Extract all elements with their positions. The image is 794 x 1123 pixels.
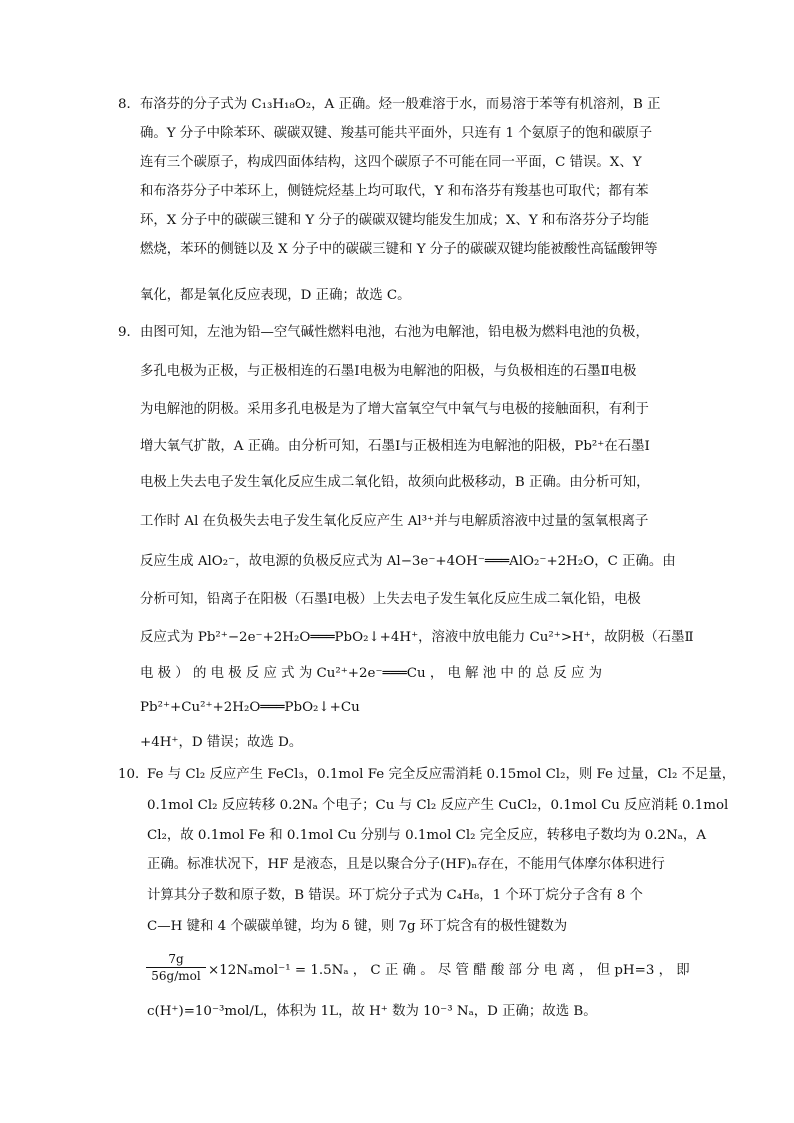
- q9-line-9: 反应式为 Pb²⁺−2e⁻+2H₂O═══PbO₂↓+4H⁺，溶液中放电能力 Cu²⁺>H⁺，故阴极（石墨Ⅱ: [140, 630, 694, 645]
- q10-line-8: c(H⁺)=10⁻³mol/L，体积为 1L，故 H⁺ 数为 10⁻³ Nₐ，D 正确；故选 B。: [147, 1004, 597, 1019]
- q9-line-5: 电极上失去电子发生氧化反应生成二氧化铅，故须向此极移动，B 正确。由分析可知，: [140, 475, 650, 490]
- q10-line-7: ×12Nₐmol⁻¹ = 1.5Nₐ ， C 正 确 。 尽 管 醋 酸 部 分 电 离 ， 但 pH=3 ， 即: [208, 963, 690, 978]
- q9-line-6: 工作时 Al 在负极失去电子发生氧化反应产生 Al³⁺并与电解质溶液中过量的氢氧根离子: [140, 514, 649, 529]
- q8-line-7: 氧化，都是氧化反应表现，D 正确；故选 C。: [140, 288, 411, 303]
- fraction-7g-per-56: [146, 952, 206, 983]
- q8-line-6: 燃烧，苯环的侧链以及 X 分子中的碳碳三键和 Y 分子的碳碳双键均能被酸性高锰酸钾等: [140, 242, 658, 257]
- q10-line-2: 0.1mol Cl₂ 反应转移 0.2Nₐ 个电子；Cu 与 Cl₂ 反应产生 CuCl₂，0.1mol Cu 反应消耗 0.1mol: [147, 798, 729, 813]
- q10-line-1: Fe 与 Cl₂ 反应产生 FeCl₃，0.1mol Fe 完全反应需消耗 0.15mol Cl₂，则 Fe 过量，Cl₂ 不足量，: [147, 767, 736, 782]
- q9-line-3: 为电解池的阴极。采用多孔电极是为了增大富氧空气中氧气与电极的接触面积，有利于: [140, 402, 649, 417]
- q10-line-3: Cl₂，故 0.1mol Fe 和 0.1mol Cu 分别与 0.1mol Cl₂ 完全反应，转移电子数均为 0.2Nₐ，A: [147, 828, 706, 843]
- fraction-numerator: 7g: [168, 952, 184, 966]
- q10-number: 10．: [118, 767, 149, 782]
- q10-line-6: C—H 键和 4 个碳碳单键，均为 δ 键，则 7g 环丁烷含有的极性键数为: [147, 919, 568, 934]
- q9-line-8: 分析可知，铅离子在阳极（石墨Ⅰ电极）上失去电子发生氧化反应生成二氧化铅，电极: [140, 592, 641, 607]
- q9-line-12: +4H⁺，D 错误；故选 D。: [140, 735, 303, 750]
- q8-line-2: 确。Y 分子中除苯环、碳碳双键、羧基可能共平面外，只连有 1 个氨原子的饱和碳原子: [140, 126, 653, 141]
- q9-line-11: Pb²⁺+Cu²⁺+2H₂O═══PbO₂↓+Cu: [140, 700, 360, 715]
- fraction-bar: [146, 967, 206, 968]
- q9-line-7: 反应生成 AlO₂⁻，故电源的负极反应式为 Al−3e⁻+4OH⁻═══AlO₂⁻+2H₂O，C 正确。由: [140, 554, 676, 569]
- q10-line-5: 计算其分子数和原子数，B 错误。环丁烷分子式为 C₄H₈，1 个环丁烷分子含有 8 个: [147, 888, 643, 903]
- q10-line-4: 正确。标准状况下，HF 是液态，且是以聚合分子(HF)ₙ存在，不能用气体摩尔体积进行: [147, 857, 665, 872]
- q8-line-4: 和布洛芬分子中苯环上，侧链烷烃基上均可取代，Y 和布洛芬有羧基也可取代；都有苯: [140, 184, 649, 199]
- q8-line-5: 环，X 分子中的碳碳三键和 Y 分子的碳碳双键均能发生加成；X、Y 和布洛芬分子均能: [140, 213, 650, 228]
- fraction-denominator: 56g/mol: [151, 969, 201, 983]
- q9-line-10: 电 极 ） 的 电 极 反 应 式 为 Cu²⁺+2e⁻═══Cu ， 电 解 池 中 的 总 反 应 为: [140, 666, 603, 681]
- q8-line-1: 布洛芬的分子式为 C₁₃H₁₈O₂，A 正确。烃一般难溶于水，而易溶于苯等有机溶剂，B 正: [140, 97, 661, 112]
- q8-line-3: 连有三个碳原子，构成四面体结构，这四个碳原子不可能在同一平面，C 错误。X、Y: [140, 155, 642, 170]
- q9-line-2: 多孔电极为正极，与正极相连的石墨Ⅰ电极为电解池的阳极，与负极相连的石墨Ⅱ电极: [140, 364, 637, 379]
- q9-number: 9．: [118, 325, 140, 340]
- q9-line-1: 由图可知，左池为铅—空气碱性燃料电池，右池为电解池，铅电极为燃料电池的负极，: [140, 325, 649, 340]
- q8-number: 8．: [118, 97, 140, 112]
- q9-line-4: 增大氧气扩散，A 正确。由分析可知，石墨Ⅰ与正极相连为电解池的阳极，Pb²⁺在石墨Ⅰ: [140, 439, 650, 454]
